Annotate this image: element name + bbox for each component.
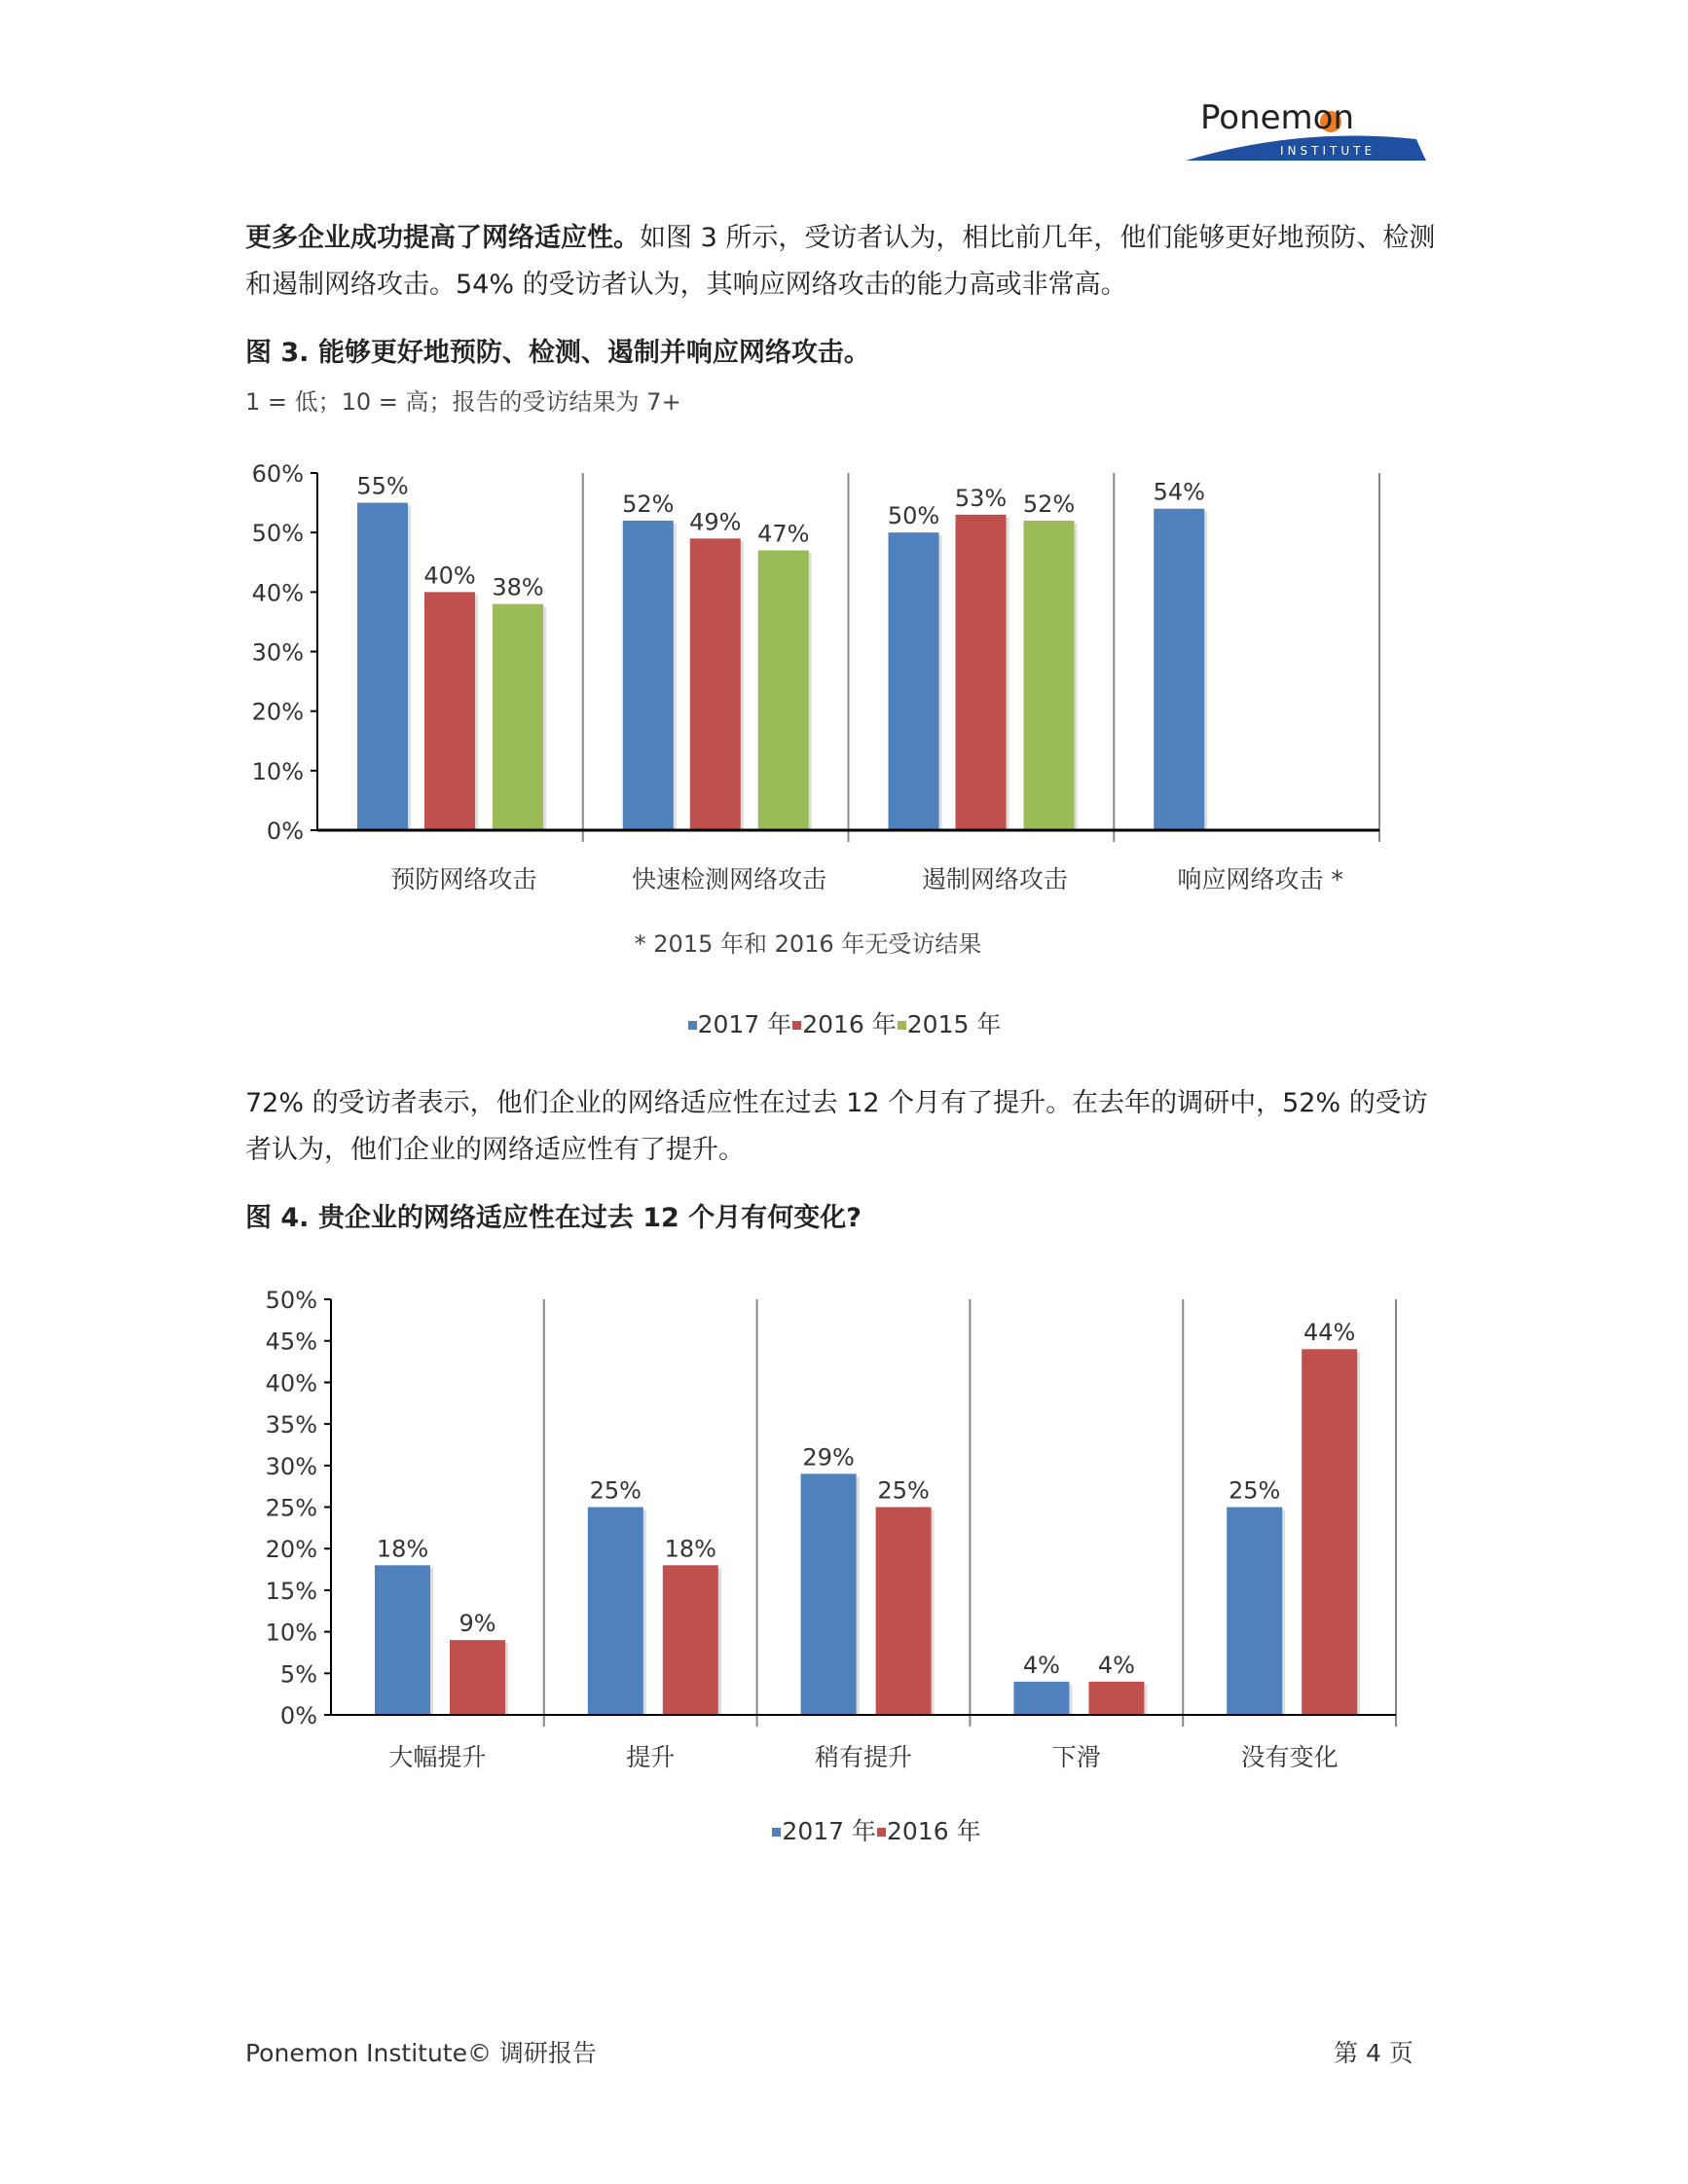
category-label: 遏制网络攻击 [921, 865, 1068, 893]
bar-2015 [493, 604, 543, 830]
data-label: 29% [802, 1443, 855, 1472]
legend-label: 2017 年 [697, 1010, 792, 1038]
legend-swatch [792, 1021, 801, 1030]
bar-2015 [758, 551, 809, 830]
legend-label: 2016 年 [887, 1817, 981, 1845]
category-label: 大幅提升 [388, 1743, 487, 1771]
data-label: 50% [887, 502, 940, 530]
y-tick-label: 50% [265, 1287, 317, 1314]
data-label: 18% [376, 1535, 429, 1563]
y-tick-label: 10% [265, 1619, 317, 1647]
category-label: 下滑 [1051, 1743, 1101, 1771]
y-tick-label: 40% [251, 579, 304, 607]
y-tick-label: 20% [265, 1536, 317, 1564]
y-tick-label: 60% [251, 460, 304, 488]
bar-2016 [1302, 1349, 1357, 1715]
bar-2017 [1227, 1508, 1282, 1716]
figure3-note: * 2015 年和 2016 年无受访结果 [634, 930, 982, 958]
figure3-legend [0, 1005, 1688, 1040]
y-tick-label: 30% [265, 1452, 317, 1480]
figure4-title: 图 4. 贵企业的网络适应性在过去 12 个月有何变化? [245, 1203, 862, 1233]
data-label: 18% [664, 1535, 716, 1563]
category-label: 提升 [626, 1743, 676, 1771]
bar-2017 [588, 1508, 643, 1716]
data-label: 55% [356, 472, 409, 500]
y-tick-label: 0% [266, 818, 304, 845]
bar-2017 [889, 532, 939, 830]
figure3-subtitle: 1 = 低；10 = 高；报告的受访结果为 7+ [245, 388, 681, 416]
bar-2017 [357, 503, 408, 830]
category-label: 稍有提升 [814, 1743, 913, 1771]
data-label: 25% [1229, 1476, 1281, 1505]
data-label: 49% [689, 508, 742, 536]
bar-2016 [1088, 1682, 1144, 1715]
footer-page: 第 4 页 [1334, 2039, 1413, 2067]
y-tick-label: 5% [279, 1660, 317, 1689]
y-tick-label: 10% [251, 757, 304, 785]
data-label: 4% [1097, 1651, 1135, 1679]
bar-2017 [375, 1565, 430, 1715]
data-label: 54% [1153, 478, 1205, 506]
bar-2015 [1024, 521, 1075, 830]
legend-label: 2017 年 [782, 1817, 876, 1845]
logo-text: Ponemon [1200, 98, 1355, 137]
data-label: 53% [954, 484, 1008, 512]
y-tick-label: 0% [279, 1702, 317, 1729]
logo-subtext: INSTITUTE [1280, 144, 1376, 158]
figure4-legend [0, 1812, 1688, 1847]
legend-label: 2015 年 [906, 1010, 1002, 1038]
legend-label: 2016 年 [802, 1010, 897, 1038]
y-tick-label: 25% [265, 1494, 317, 1522]
paragraph-2: 72% 的受访者表示，他们企业的网络适应性在过去 12 个月有了提升。在去年的调研中，52% 的受访者认为，他们企业的网络适应性有了提升。 [245, 1088, 1428, 1165]
bar-2017 [801, 1474, 857, 1715]
data-label: 25% [877, 1476, 930, 1505]
bar-2016 [663, 1565, 718, 1715]
intro-text: 如图 3 所示，受访者认为，相比前几年，他们能够更好地预防、检测和遏制网络攻击。54% 的受访者认为，其响应网络攻击的能力高或非常高。 [245, 223, 1436, 300]
bar-2016 [450, 1640, 505, 1715]
category-label: 快速检测网络攻击 [632, 865, 827, 893]
data-label: 52% [622, 490, 675, 518]
category-label: 响应网络攻击 * [1177, 865, 1343, 893]
legend-swatch [877, 1828, 886, 1837]
data-label: 25% [589, 1476, 642, 1505]
data-label: 4% [1022, 1651, 1060, 1679]
y-tick-label: 35% [265, 1411, 317, 1439]
footer-left: Ponemon Institute© 调研报告 [245, 2039, 597, 2067]
bar-2017 [1154, 509, 1204, 830]
legend-swatch [898, 1021, 906, 1030]
bar-2017 [1013, 1682, 1069, 1715]
y-tick-label: 15% [265, 1577, 317, 1605]
data-label: 52% [1022, 490, 1076, 518]
y-tick-label: 20% [251, 698, 304, 726]
data-label: 44% [1303, 1319, 1356, 1347]
category-label: 没有变化 [1240, 1743, 1339, 1771]
data-label: 47% [757, 520, 810, 548]
y-tick-label: 40% [265, 1369, 317, 1398]
y-tick-label: 50% [251, 520, 304, 548]
legend-swatch [772, 1828, 781, 1837]
y-tick-label: 45% [265, 1328, 317, 1356]
figure3-title: 图 3. 能够更好地预防、检测、遏制并响应网络攻击。 [245, 338, 870, 368]
bar-2017 [623, 521, 674, 830]
legend-swatch [688, 1021, 697, 1030]
data-label: 40% [423, 562, 476, 590]
intro-bold: 更多企业成功提高了网络适应性。 [245, 223, 640, 253]
data-label: 9% [459, 1610, 496, 1638]
bar-2016 [876, 1508, 932, 1716]
bar-2016 [690, 538, 741, 830]
y-tick-label: 30% [251, 638, 304, 667]
category-label: 预防网络攻击 [390, 865, 537, 893]
bar-2016 [424, 592, 475, 830]
bar-2016 [956, 515, 1007, 830]
data-label: 38% [492, 573, 544, 601]
